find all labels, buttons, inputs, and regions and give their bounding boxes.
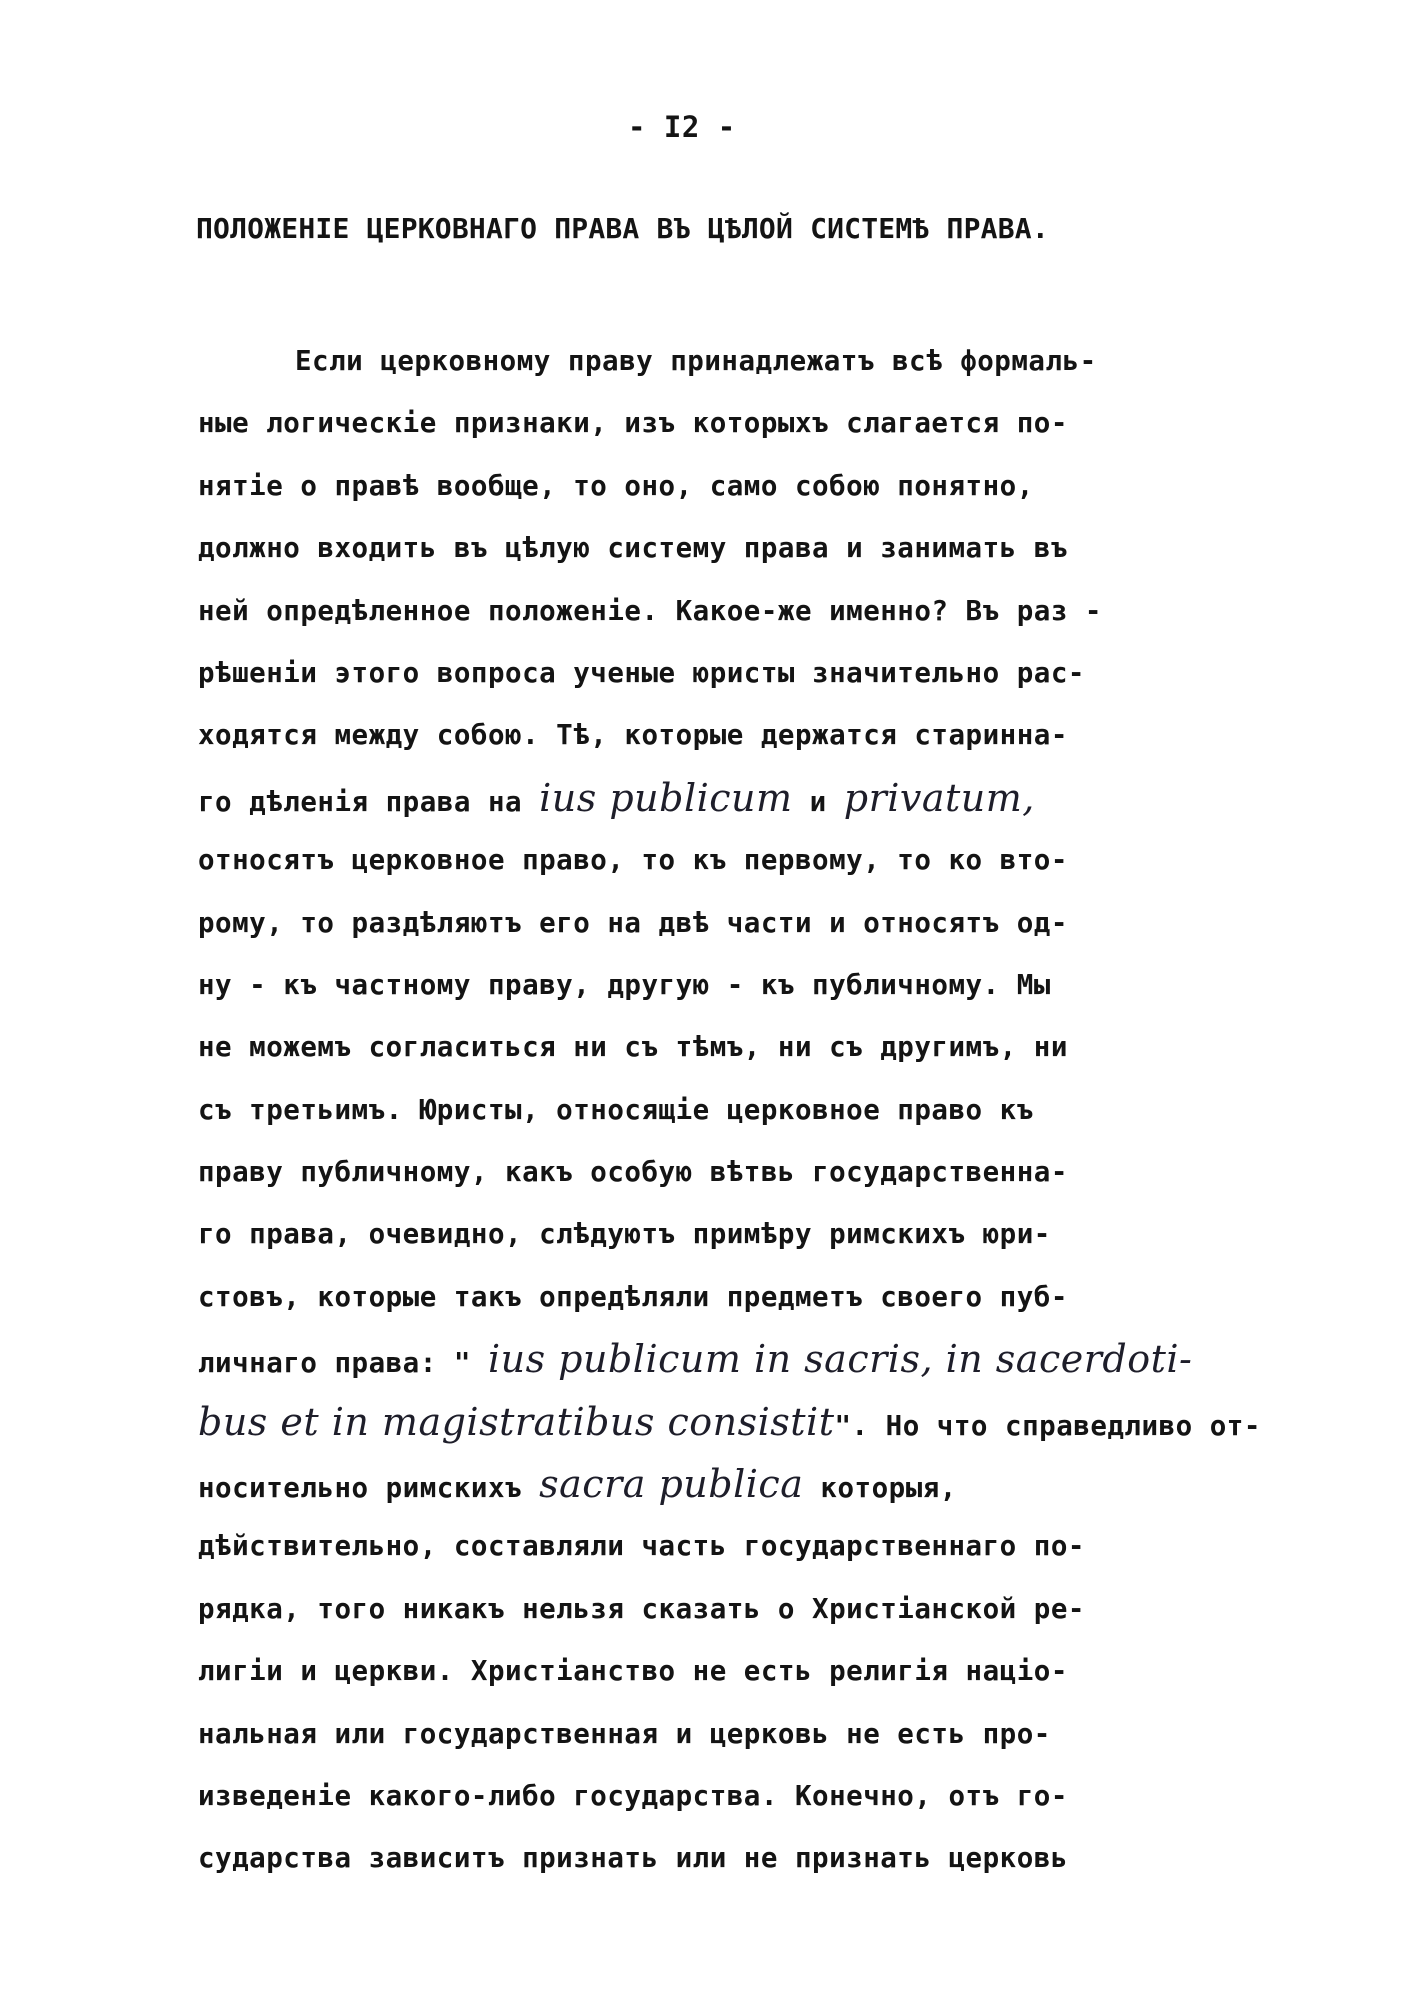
handwritten-latin: ius publicum: [539, 775, 793, 820]
text-line: [198, 455, 1218, 517]
text-line: [198, 330, 1218, 392]
text-run: изведенiе какого-либо государства. Конечно, отъ го-: [198, 1779, 1068, 1812]
text-line: [198, 1765, 1218, 1827]
text-run: нальная или государственная и церковь не есть про-: [198, 1717, 1051, 1750]
text-line: [198, 1578, 1218, 1640]
text-line: [198, 892, 1218, 954]
text-line: [198, 517, 1218, 579]
text-line: [198, 642, 1218, 704]
text-run: лигiи и церкви. Христiанство не есть религiя нацiо-: [198, 1655, 1068, 1688]
section-heading: ПОЛОЖЕНIЕ ЦЕРКОВНАГО ПРАВА ВЪ ЦѢЛОЙ СИСТЕМѢ ПРАВА.: [196, 212, 1049, 245]
text-line: [198, 392, 1218, 454]
text-line: [198, 1079, 1218, 1141]
text-run: стовъ, которые такъ опредѣляли предметъ своего пуб-: [198, 1280, 1068, 1313]
text-line: [198, 1515, 1218, 1577]
text-run: ". Но что справедливо от-: [834, 1409, 1261, 1442]
text-line: [198, 767, 1218, 829]
text-run: рядка, того никакъ нельзя сказать о Христiанской ре-: [198, 1592, 1085, 1625]
handwritten-latin: privatum,: [843, 775, 1035, 820]
text-line: [198, 1016, 1218, 1078]
text-line: [198, 1703, 1218, 1765]
text-run: должно входить въ цѣлую систему права и занимать въ: [198, 532, 1068, 565]
text-run: ней опредѣленное положенiе. Какое-же именно? Въ раз -: [198, 594, 1102, 627]
text-run: сударства зависитъ признать или не признать церковь: [198, 1842, 1068, 1875]
text-line: [198, 1391, 1261, 1453]
text-run: съ третьимъ. Юристы, относящiе церковное право къ: [198, 1093, 1034, 1126]
text-line: [198, 1203, 1218, 1265]
handwritten-latin: sacra publica: [539, 1462, 804, 1507]
text-line: [198, 1328, 1218, 1390]
text-run: носительно римскихъ: [198, 1472, 540, 1505]
text-run: дѣйствительно, составляли часть государственнаго по-: [198, 1530, 1085, 1563]
handwritten-latin: ius publicum in sacris, in sacerdoti-: [487, 1337, 1193, 1382]
text-run: не можемъ согласиться ни съ тѣмъ, ни съ другимъ, ни: [198, 1031, 1068, 1064]
text-run: Если церковному праву принадлежатъ всѣ формаль-: [295, 345, 1097, 377]
text-run: ходятся между собою. Тѣ, которые держатся старинна-: [198, 719, 1068, 752]
text-run: рѣшенiи этого вопроса ученые юристы значительно рас-: [198, 656, 1085, 689]
text-line: [198, 1141, 1218, 1203]
text-line: [198, 1827, 1218, 1889]
text-run: относятъ церковное право, то къ первому, то ко вто-: [198, 844, 1068, 877]
text-run: нятiе о правѣ вообще, то оно, само собою понятно,: [198, 469, 1034, 502]
text-run: и: [792, 785, 844, 818]
text-line: [198, 1266, 1218, 1328]
text-line: [198, 704, 1218, 766]
text-line: [198, 1453, 1218, 1515]
text-line: [198, 580, 1218, 642]
text-line: [198, 1640, 1218, 1702]
page-number: - I2 -: [628, 110, 736, 144]
text-line: [198, 954, 1218, 1016]
text-run: ные логическiе признаки, изъ которыхъ слагается по-: [198, 407, 1068, 440]
text-run: праву публичному, какъ особую вѣтвь государственна-: [198, 1156, 1068, 1189]
text-run: го права, очевидно, слѣдуютъ примѣру римскихъ юри-: [198, 1218, 1051, 1251]
text-run: которыя,: [803, 1472, 957, 1505]
body-paragraph: [198, 330, 1261, 1890]
text-run: ну - къ частному праву, другую - къ публичному. Мы: [198, 968, 1051, 1001]
text-run: рому, то раздѣляютъ его на двѣ части и относятъ од-: [198, 906, 1068, 939]
text-line: [198, 829, 1218, 891]
handwritten-latin: bus et in magistratibus consistit: [198, 1399, 835, 1444]
text-run: го дѣленiя права на: [198, 785, 540, 818]
text-run: личнаго права: ": [198, 1347, 488, 1380]
